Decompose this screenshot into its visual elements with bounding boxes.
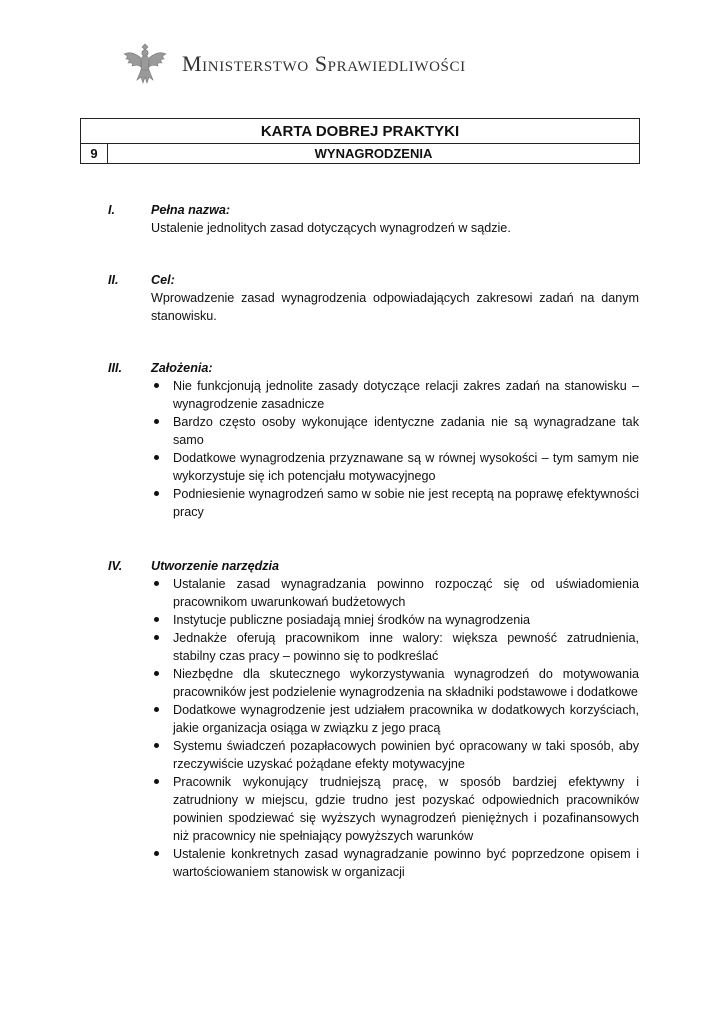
list-item: Ustalanie zasad wynagradzania powinno rozpocząć się od uświadomienia pracownikom uwarunkowań budżetowych	[151, 575, 639, 611]
practice-card-table	[80, 118, 640, 164]
section-heading: Założenia:	[151, 361, 213, 375]
section-number: II.	[108, 273, 119, 287]
section-heading: Utworzenie narzędzia	[151, 559, 280, 573]
section-number: IV.	[108, 559, 123, 573]
list-item: Instytucje publiczne posiadają mniej środków na wynagrodzenia	[151, 611, 639, 629]
list-item: Nie funkcjonują jednolite zasady dotyczące relacji zakres zadań na stanowisku – wynagrodzenie zasadnicze	[151, 377, 639, 413]
list-item: Podniesienie wynagrodzeń samo w sobie nie jest receptą na poprawę efektywności pracy	[151, 485, 639, 521]
section-text: Ustalenie jednolitych zasad dotyczących wynagrodzeń w sądzie.	[151, 221, 511, 235]
section-heading: Cel:	[151, 273, 175, 287]
list-item: Dodatkowe wynagrodzenia przyznawane są w równej wysokości – tym samym nie wykorzystuje się ich potencjału motywacyjnego	[151, 449, 639, 485]
list-item: Niezbędne dla skutecznego wykorzystywania wynagrodzeń do motywowania pracowników jest podzielenie wynagrodzenia na składniki podstawowe i dodatkowe	[151, 665, 639, 701]
list-item: Pracownik wykonujący trudniejszą pracę, w sposób bardziej efektywny i zatrudniony w miejscu, gdzie trudno jest pozyskać odpowiednich pracowników powinien spodziewać się wyższych wynagrodzeń pieniężnych i pozafinansowych niż pracownicy nie spełniający powyższych warunków	[151, 773, 639, 845]
card-subtitle: WYNAGRODZENIA	[108, 144, 640, 164]
card-title: KARTA DOBREJ PRAKTYKI	[81, 119, 640, 144]
ministry-name: Ministerstwo Sprawiedliwości	[182, 51, 466, 76]
list-item: Systemu świadczeń pozapłacowych powinien być opracowany w taki sposób, aby rzeczywiście uzyskać pożądane efekty motywacyjne	[151, 737, 639, 773]
section-heading: Pełna nazwa:	[151, 203, 231, 217]
card-number: 9	[81, 144, 108, 164]
section-text: Wprowadzenie zasad wynagrodzenia odpowiadających zakresowi zadań na danym stanowisku.	[151, 291, 639, 323]
list-item: Jednakże oferują pracownikom inne walory: większa pewność zatrudnienia, stabilny czas pracy – powinno się to podkreślać	[151, 629, 639, 665]
list-item: Bardzo często osoby wykonujące identyczne zadania nie są wynagradzane tak samo	[151, 413, 639, 449]
ministry-header	[120, 40, 466, 88]
section-number: III.	[108, 361, 122, 375]
eagle-emblem-icon	[120, 40, 170, 88]
tool-creation-list	[151, 575, 639, 881]
list-item: Ustalenie konkretnych zasad wynagradzanie powinno być poprzedzone opisem i wartościowaniem stanowisk w organizacji	[151, 845, 639, 881]
list-item: Dodatkowe wynagrodzenie jest udziałem pracownika w dodatkowych korzyściach, jakie organizacja osiąga w związku z jego pracą	[151, 701, 639, 737]
assumptions-list	[151, 377, 639, 521]
section-number: I.	[108, 203, 115, 217]
